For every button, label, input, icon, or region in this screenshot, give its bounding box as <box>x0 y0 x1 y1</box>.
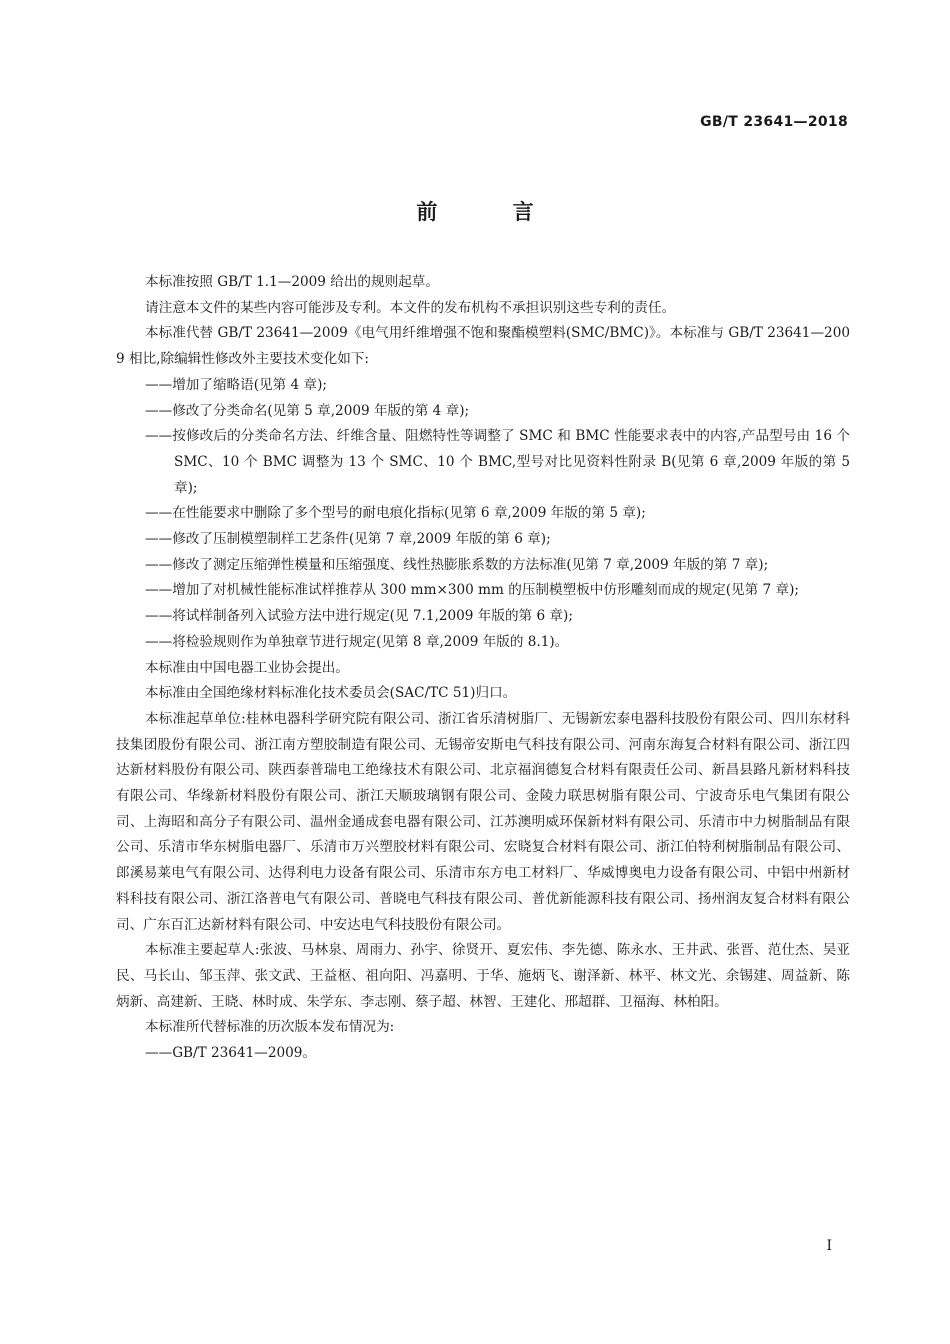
list-item-change: ——修改了测定压缩弹性模量和压缩强度、线性热膨胀系数的方法标准(见第 7 章,2009 年版的第 7 章); <box>145 556 769 573</box>
list-item-change: ——修改了分类命名(见第 5 章,2009 年版的第 4 章); <box>145 402 470 419</box>
paragraph-main-drafters: 本标准主要起草人:张波、马林泉、周雨力、孙宇、徐贤开、夏宏伟、李先德、陈永水、王井武、张晋、范仕杰、吴亚民、马长山、邹玉萍、张文武、王益枢、祖向阳、冯嘉明、于华、施炳飞、谢泽新、林平、林文光、余锡建、周益新、陈炳新、高建新、王晓、林时成、朱学东、李志刚、蔡子超、林智、王建化、邢超群、卫福海、林柏阳。 <box>116 942 850 1010</box>
list-item-change: ——将试样制备列入试验方法中进行规定(见 7.1,2009 年版的第 6 章); <box>145 608 573 625</box>
paragraph-replacement: 本标准代替 GB/T 23641—2009《电气用纤维增强不饱和聚酯模塑料(SMC/BMC)》。本标准与 GB/T 23641—2009 相比,除编辑性修改外主要技术变化如下: <box>116 325 850 368</box>
foreword-body <box>116 270 850 1067</box>
paragraph-proposer: 本标准由中国电器工业协会提出。 <box>145 659 349 676</box>
paragraph-technical-committee: 本标准由全国绝缘材料标准化技术委员会(SAC/TC 51)归口。 <box>145 685 517 702</box>
paragraph-drafting-units: 本标准起草单位:桂林电器科学研究院有限公司、浙江省乐清树脂厂、无锡新宏泰电器科技股份有限公司、四川东材科技集团股份有限公司、浙江南方塑胶制造有限公司、无锡帝安斯电气科技有限公司、河南东海复合材料有限公司、浙江四达新材料股份有限公司、陕西泰普瑞电工绝缘技术有限公司、北京福润德复合材料有限责任公司、新昌县路凡新材料科技有限公司、华缘新材料股份有限公司、浙江天顺玻璃钢有限公司、金陵力联思树脂有限公司、宁波奇乐电气集团有限公司、上海昭和高分子有限公司、温州金通成套电器有限公司、江苏澳明威环保新材料有限公司、乐清市中力树脂制品有限公司、乐清市华东树脂电器厂、乐清市万兴塑胶材料有限公司、宏晓复合材料有限公司、浙江伯特利树脂制品有限公司、郎溪易莱电气有限公司、达得利电力设备有限公司、乐清市东方电工材料厂、华威博奥电力设备有限公司、中铝中州新材料科技有限公司、浙江洛普电气有限公司、普晓电气科技有限公司、普优新能源科技有限公司、扬州润友复合材料有限公司、广东百汇达新材料有限公司、中安达电气科技股份有限公司。 <box>116 710 850 933</box>
paragraph-history-intro: 本标准所代替标准的历次版本发布情况为: <box>145 1019 395 1036</box>
list-item-change: ——在性能要求中删除了多个型号的耐电痕化指标(见第 6 章,2009 年版的第 5 章); <box>145 505 646 522</box>
paragraph-drafting-rules: 本标准按照 GB/T 1.1—2009 给出的规则起草。 <box>145 274 439 290</box>
list-item-change: ——修改了压制模塑制样工艺条件(见第 7 章,2009 年版的第 6 章); <box>145 531 551 548</box>
page-number: I <box>826 1238 832 1254</box>
standard-code: GB/T 23641—2018 <box>700 114 848 130</box>
list-item-change: ——按修改后的分类命名方法、纤维含量、阻燃特性等调整了 SMC 和 BMC 性能要求表中的内容,产品型号由 16 个 SMC、10 个 BMC 调整为 13 个 SMC、10 个 BMC,型号对比见资料性附录 B(见第 6 章,2009 年版的第 5 章); <box>145 428 850 496</box>
page-title: 前 言 <box>416 200 568 224</box>
list-item-change: ——增加了对机械性能标准试样推荐从 300 mm×300 mm 的压制模塑板中仿形雕刻而成的规定(见第 7 章); <box>145 582 799 599</box>
list-item-history: ——GB/T 23641—2009。 <box>145 1045 317 1062</box>
paragraph-patent-notice: 请注意本文件的某些内容可能涉及专利。本文件的发布机构不承担识别这些专利的责任。 <box>145 299 676 316</box>
list-item-change: ——增加了缩略语(见第 4 章); <box>145 376 328 393</box>
list-item-change: ——将检验规则作为单独章节进行规定(见第 8 章,2009 年版的 8.1)。 <box>145 633 569 650</box>
